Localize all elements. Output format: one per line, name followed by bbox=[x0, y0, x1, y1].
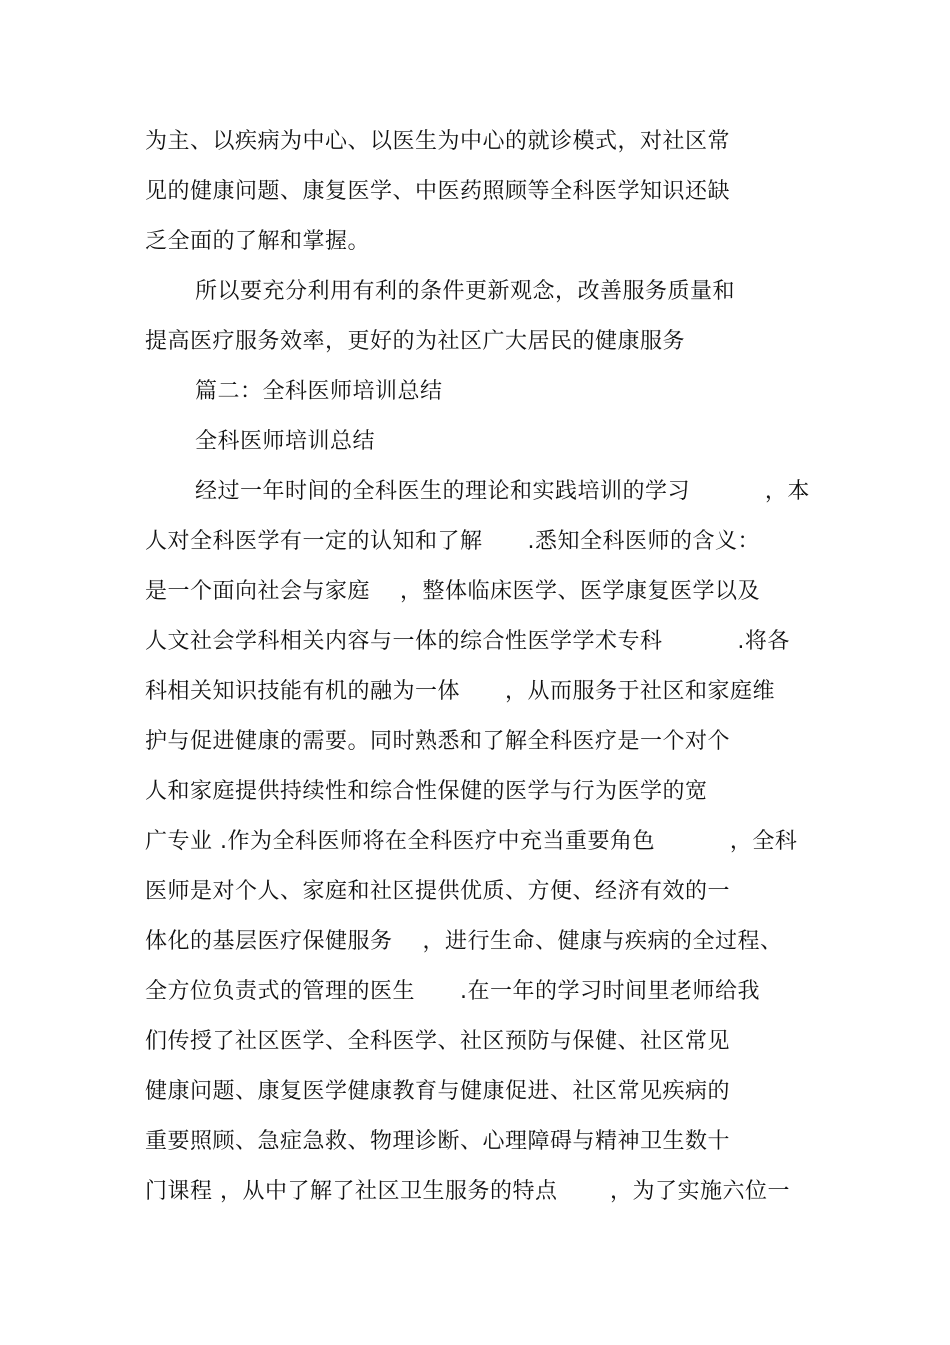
text-line: 广专业 .作为全科医师将在全科医疗中充当重要角色 ，全科 bbox=[145, 829, 798, 854]
paragraph-start-line: 所以要充分利用有利的条件更新观念，改善服务质量和 bbox=[195, 279, 736, 304]
text-line: 健康问题、康复医学健康教育与健康促进、社区常见疾病的 bbox=[145, 1079, 731, 1104]
text-line: 体化的基层医疗保健服务 ，进行生命、健康与疾病的全过程、 bbox=[145, 929, 783, 954]
text-line: 全方位负责式的管理的医生 .在一年的学习时间里老师给我 bbox=[145, 979, 760, 1004]
text-line: 重要照顾、急症急救、物理诊断、心理障碍与精神卫生数十 bbox=[145, 1129, 731, 1154]
text-line: 医师是对个人、家庭和社区提供优质、方便、经济有效的一 bbox=[145, 879, 731, 904]
text-line: 人和家庭提供持续性和综合性保健的医学与行为医学的宽 bbox=[145, 779, 708, 804]
text-line: 科相关知识技能有机的融为一体 ，从而服务于社区和家庭维 bbox=[145, 679, 775, 704]
text-line: 护与促进健康的需要。同时熟悉和了解全科医疗是一个对个 bbox=[145, 729, 731, 754]
text-line: 人对全科医学有一定的认知和了解 .悉知全科医师的含义： bbox=[145, 529, 760, 554]
text-line: 乏全面的了解和掌握。 bbox=[145, 229, 371, 254]
text-line: 见的健康问题、康复医学、中医药照顾等全科医学知识还缺 bbox=[145, 179, 731, 204]
text-line: 是一个面向社会与家庭 ，整体临床医学、医学康复医学以及 bbox=[145, 579, 760, 604]
paragraph-start-line: 经过一年时间的全科医生的理论和实践培训的学习 ，本 bbox=[195, 479, 810, 504]
text-line: 们传授了社区医学、全科医学、社区预防与保健、社区常见 bbox=[145, 1029, 731, 1054]
text-line: 提高医疗服务效率，更好的为社区广大居民的健康服务 bbox=[145, 329, 686, 354]
text-line: 为主、以疾病为中心、以医生为中心的就诊模式，对社区常 bbox=[145, 129, 731, 154]
text-line: 人文社会学科相关内容与一体的综合性医学学术专科 .将各 bbox=[145, 629, 790, 654]
text-line: 门课程 ，从中了解了社区卫生服务的特点 ，为了实施六位一 bbox=[145, 1179, 790, 1204]
section-heading: 篇二：全科医师培训总结 bbox=[195, 379, 443, 404]
document-title: 全科医师培训总结 bbox=[195, 429, 376, 454]
